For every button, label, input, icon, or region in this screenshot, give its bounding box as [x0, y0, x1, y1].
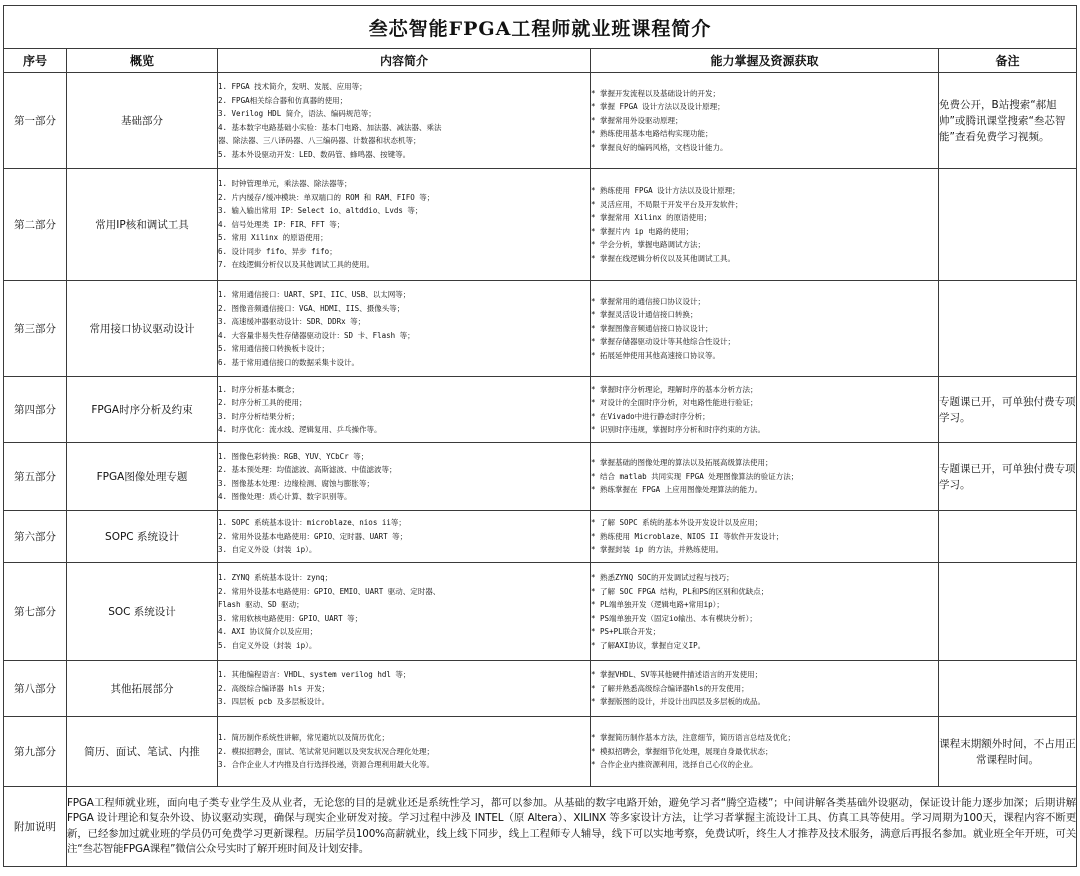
content-item: 1. FPGA 技术简介，发明、发展、应用等；	[218, 82, 367, 91]
skill-item: * 掌握在线逻辑分析仪以及其他调试工具。	[591, 253, 736, 263]
content-item: 1. 简历制作系统性讲解，常见避坑以及简历优化；	[218, 733, 390, 743]
content-list	[218, 516, 590, 557]
skill-item: * PS+PL联合开发；	[591, 627, 661, 636]
section-number: 第四部分	[4, 377, 67, 443]
content-item: 4. 图像处理：质心计算、数字识别等。	[218, 492, 352, 501]
content-cell	[218, 661, 591, 717]
skill-item: * PL端单独开发（逻辑电路+常用ip）；	[591, 600, 724, 609]
skill-item: * 在Vivado中进行静态时序分析；	[591, 411, 710, 421]
content-cell	[218, 511, 591, 563]
content-item: 1. ZYNQ 系统基本设计：zynq；	[218, 573, 333, 582]
content-item: 2. 基本预处理：均值滤波、高斯滤波、中值滤波等；	[218, 465, 397, 474]
content-list	[218, 383, 590, 437]
skill-item: * 掌握简历制作基本方法，注意细节，简历语言总结及优化；	[591, 733, 796, 743]
content-item: 3. 常用软核电路使用：GPIO、UART 等；	[218, 613, 363, 623]
content-item: 1. 其他编程语言：VHDL、system verilog hdl 等；	[218, 670, 411, 680]
section-overview: SOC 系统设计	[67, 563, 218, 661]
section-number: 第一部分	[4, 73, 67, 169]
section-overview: 简历、面试、笔试、内推	[67, 717, 218, 787]
skill-item: * 掌握封装 ip 的方法，并熟练使用。	[591, 545, 724, 555]
skill-item: * 熟悉ZYNQ SOC的开发调试过程与技巧；	[591, 573, 734, 582]
skill-item: * 掌握版图的设计，并设计出四层及多层板的成品。	[591, 697, 766, 707]
course-syllabus	[3, 5, 1076, 871]
header-row	[4, 49, 1077, 73]
table-row	[4, 443, 1077, 511]
skill-item: * 掌握VHDL、SV等其他硬件描述语言的开发使用；	[591, 670, 763, 680]
content-cell	[218, 281, 591, 377]
skills-list	[591, 383, 938, 437]
content-item: 3. 输入输出常用 IP：Select io、altddio、Lvds 等；	[218, 206, 423, 216]
skill-item: * 拓展延伸使用其他高速接口协议等。	[591, 350, 721, 360]
section-overview: SOPC 系统设计	[67, 511, 218, 563]
syllabus-table	[3, 5, 1077, 867]
table-row	[4, 661, 1077, 717]
table-row	[4, 281, 1077, 377]
content-item: 6. 设计同步 fifo、异步 fifo；	[218, 246, 337, 256]
content-item: 1. 时序分析基本概念；	[218, 384, 300, 394]
content-list	[218, 177, 590, 272]
content-item: 4. 基本数字电路基础小实验：基本门电路、加法器、减法器、乘法	[218, 122, 442, 132]
section-overview: 其他拓展部分	[67, 661, 218, 717]
skill-item: * 了解并熟悉高级综合编译器hls的开发使用；	[591, 683, 749, 693]
skills-cell	[591, 717, 939, 787]
skills-list	[591, 731, 938, 772]
content-item: 3. 时序分析结果分析；	[218, 411, 300, 421]
content-item: 5. 常用 Xilinx 的原语使用；	[218, 233, 328, 243]
skill-item: * 掌握时序分析理论，理解时序的基本分析方法；	[591, 384, 758, 394]
skills-cell	[591, 661, 939, 717]
section-overview: FPGA图像处理专题	[67, 443, 218, 511]
skill-item: * 掌握常用 Xilinx 的原语使用；	[591, 213, 712, 222]
content-item: 器、除法器、三八译码器、八三编码器、计数器和状态机等；	[218, 136, 421, 145]
skill-item: * 了解AXI协议，掌握自定义IP。	[591, 640, 706, 650]
content-cell	[218, 73, 591, 169]
section-overview: FPGA时序分析及约束	[67, 377, 218, 443]
note-cell: 课程末期额外时间，不占用正常课程时间。	[939, 717, 1077, 787]
header-skills: 能力掌握及资源获取	[591, 49, 939, 73]
content-item: 3. 自定义外设（封装 ip）。	[218, 545, 317, 555]
content-item: 2. 片内缓存/缓冲模块：单双端口的 ROM 和 RAM、FIFO 等；	[218, 192, 435, 202]
content-item: 4. 大容量非易失性存储器驱动设计：SD 卡、Flash 等；	[218, 330, 415, 340]
skills-list	[591, 668, 938, 709]
content-cell	[218, 169, 591, 281]
content-item: 2. 高级综合编译器 hls 开发；	[218, 683, 330, 693]
skills-cell	[591, 377, 939, 443]
content-item: 1. 时钟管理单元，乘法器、除法器等；	[218, 179, 352, 189]
table-row	[4, 169, 1077, 281]
note-cell	[939, 563, 1077, 661]
note-cell	[939, 169, 1077, 281]
skills-list	[591, 571, 938, 652]
content-list	[218, 731, 590, 772]
content-item: 4. 信号处理类 IP：FIR、FFT 等；	[218, 219, 345, 229]
appendix-row	[4, 787, 1077, 867]
skill-item: * 掌握常用外设驱动原理；	[591, 115, 683, 125]
section-number: 第七部分	[4, 563, 67, 661]
content-item: 4. 时序优化：流水线、逻辑复用、乒乓操作等。	[218, 425, 382, 434]
content-item: 1. SOPC 系统基本设计：microblaze、nios ii等；	[218, 518, 406, 528]
skill-item: * 掌握常用的通信接口协议设计；	[591, 296, 706, 306]
skills-cell	[591, 443, 939, 511]
content-cell	[218, 717, 591, 787]
content-item: 3. 四层板 pcb 及多层板设计。	[218, 697, 330, 707]
skill-item: * 熟练使用基本电路结构实现功能；	[591, 129, 713, 139]
skills-list	[591, 295, 938, 363]
section-overview: 常用IP核和调试工具	[67, 169, 218, 281]
table-row	[4, 511, 1077, 563]
section-number: 第八部分	[4, 661, 67, 717]
section-overview: 基础部分	[67, 73, 218, 169]
note-cell	[939, 511, 1077, 563]
table-row	[4, 73, 1077, 169]
content-item: 5. 常用通信接口转换板卡设计；	[218, 344, 330, 353]
skill-item: * 熟练使用 Microblaze、NIOS II 等软件开发设计；	[591, 531, 784, 541]
content-item: 1. 常用通信接口：UART、SPI、IIC、USB、以太网等；	[218, 290, 411, 299]
skill-item: * 掌握存储器驱动设计等其他综合性设计；	[591, 337, 736, 347]
skill-item: * 掌握图像音频通信接口协议设计；	[591, 323, 713, 333]
skill-item: * PS端单独开发（固定io输出、本有模块分析）；	[591, 613, 757, 623]
content-list	[218, 80, 590, 161]
note-cell	[939, 661, 1077, 717]
content-cell	[218, 443, 591, 511]
content-item: 7. 在线逻辑分析仪以及其他调试工具的使用。	[218, 260, 375, 270]
table-row	[4, 377, 1077, 443]
skill-item: * 掌握开发流程以及基础设计的开发；	[591, 88, 721, 98]
skill-item: * 掌握基础的图像处理的算法以及拓展高级算法使用；	[591, 458, 773, 468]
skill-item: * 掌握良好的编码风格，文档设计能力。	[591, 142, 728, 152]
skills-cell	[591, 281, 939, 377]
skill-item: * 识别时序违规，掌握时序分析和时序约束的方法。	[591, 425, 766, 434]
content-item: 2. 时序分析工具的使用；	[218, 398, 307, 407]
content-item: 5. 自定义外设（封装 ip）。	[218, 640, 317, 650]
appendix-label: 附加说明	[4, 787, 67, 867]
content-cell	[218, 377, 591, 443]
skill-item: * 结合 matlab 共同实现 FPGA 处理图像算法的验证方法；	[591, 471, 799, 481]
note-cell: 免费公开，B站搜索“郝旭帅”或腾讯课堂搜索“叁芯智能”查看免费学习视频。	[939, 73, 1077, 169]
skill-item: * 模拟招聘会，掌握细节化处理，展现自身最优状态；	[591, 746, 773, 756]
section-number: 第六部分	[4, 511, 67, 563]
content-item: 2. 图像音频通信接口：VGA、HDMI、IIS、摄像头等；	[218, 303, 405, 313]
skills-cell	[591, 73, 939, 169]
skill-item: * 对设计的全面时序分析，对电路性能进行验证；	[591, 398, 758, 407]
header-content: 内容简介	[218, 49, 591, 73]
skill-item: * 熟练掌握在 FPGA 上应用图像处理算法的能力。	[591, 485, 763, 495]
header-section: 序号	[4, 49, 67, 73]
content-list	[218, 668, 590, 709]
skill-item: * 掌握片内 ip 电路的使用；	[591, 226, 694, 236]
skill-item: * 掌握 FPGA 设计方法以及设计原理；	[591, 102, 725, 112]
content-item: 6. 基于常用通信接口的数据采集卡设计。	[218, 357, 360, 367]
skills-list	[591, 184, 938, 265]
note-cell	[939, 281, 1077, 377]
section-overview: 常用接口协议驱动设计	[67, 281, 218, 377]
content-item: 4. AXI 协议简介以及应用；	[218, 627, 318, 636]
table-row	[4, 563, 1077, 661]
skill-item: * 熟练使用 FPGA 设计方法以及设计原理；	[591, 186, 740, 195]
content-item: 3. Verilog HDL 简介，语法、编码规范等；	[218, 109, 376, 118]
note-cell: 专题课已开，可单独付费专项学习。	[939, 443, 1077, 511]
section-number: 第五部分	[4, 443, 67, 511]
section-number: 第二部分	[4, 169, 67, 281]
skill-item: * 了解 SOC FPGA 结构，PL和PS的区别和优缺点；	[591, 586, 769, 596]
skills-list	[591, 87, 938, 155]
content-item: 5. 基本外设驱动开发：LED、数码管、蜂鸣器、按键等。	[218, 149, 411, 159]
content-item: 2. 模拟招聘会，面试、笔试常见问题以及突发状况合理化处理；	[218, 746, 435, 756]
content-list	[218, 450, 590, 504]
appendix-text: FPGA工程师就业班，面向电子类专业学生及从业者，无论您的目的是就业还是系统性学习，都可以参加。从基础的数字电路开始，避免学习者“腾空造楼”；中间讲解各类基础外设驱动，保证设计能力逐步加深；后期讲解 FPGA 设计理论和复杂外设、协议驱动实现，确保与现实企业研发对接。学习过程中涉及 INTEL（原 Altera）、XILINX 等多家设计方法，让学习者掌握主流设计工具、仿真工具等使用。学习周期为100天，课程内容不断更新，已经参加过就业班的学员仍可免费学习更新课程。历届学员100%高薪就业，线上线下同步，线上工程师专人辅导，线下可以实地考察，免费试听，终生人才推荐及技术服务，满意后再报名参加。就业班全年开班，可关注“叁芯智能FPGA课程”微信公众号实时了解开班时间及计划安排。	[67, 787, 1077, 867]
header-overview: 概览	[67, 49, 218, 73]
skill-item: * 学会分析，掌握电路调试方法；	[591, 240, 706, 249]
skills-cell	[591, 169, 939, 281]
content-cell	[218, 563, 591, 661]
content-item: 2. 常用外设基本电路使用：GPIO、定时器、UART 等；	[218, 531, 408, 541]
content-item: Flash 驱动、SD 驱动；	[218, 600, 304, 609]
content-list	[218, 288, 590, 369]
skills-list	[591, 516, 938, 557]
skill-item: * 合作企业内推资源利用，选择自己心仪的企业。	[591, 760, 758, 770]
skill-item: * 了解 SOPC 系统的基本外设开发设计以及应用；	[591, 518, 763, 528]
content-item: 1. 图像色彩转换：RGB、YUV、YCbCr 等；	[218, 451, 369, 461]
content-item: 3. 图像基本处理：边缘检测、腐蚀与膨胀等；	[218, 478, 375, 488]
skill-item: * 掌握灵活设计通信接口转换；	[591, 310, 698, 320]
content-item: 2. FPGA相关综合器和仿真器的使用；	[218, 95, 348, 105]
page-title: 叁芯智能FPGA工程师就业班课程简介	[4, 6, 1077, 49]
section-number: 第九部分	[4, 717, 67, 787]
section-number: 第三部分	[4, 281, 67, 377]
content-item: 3. 高速缓冲器驱动设计：SDR、DDRx 等；	[218, 317, 366, 326]
skill-item: * 灵活应用，不局限于开发平台及开发软件；	[591, 199, 743, 209]
content-list	[218, 571, 590, 652]
table-row	[4, 717, 1077, 787]
header-note: 备注	[939, 49, 1077, 73]
skills-list	[591, 456, 938, 497]
skills-cell	[591, 511, 939, 563]
content-item: 3. 合作企业人才内推及自行选择投递，资源合理利用最大化等。	[218, 760, 435, 770]
note-cell: 专题课已开，可单独付费专项学习。	[939, 377, 1077, 443]
skills-cell	[591, 563, 939, 661]
content-item: 2. 常用外设基本电路使用：GPIO、EMIO、UART 驱动、定时器、	[218, 586, 441, 596]
